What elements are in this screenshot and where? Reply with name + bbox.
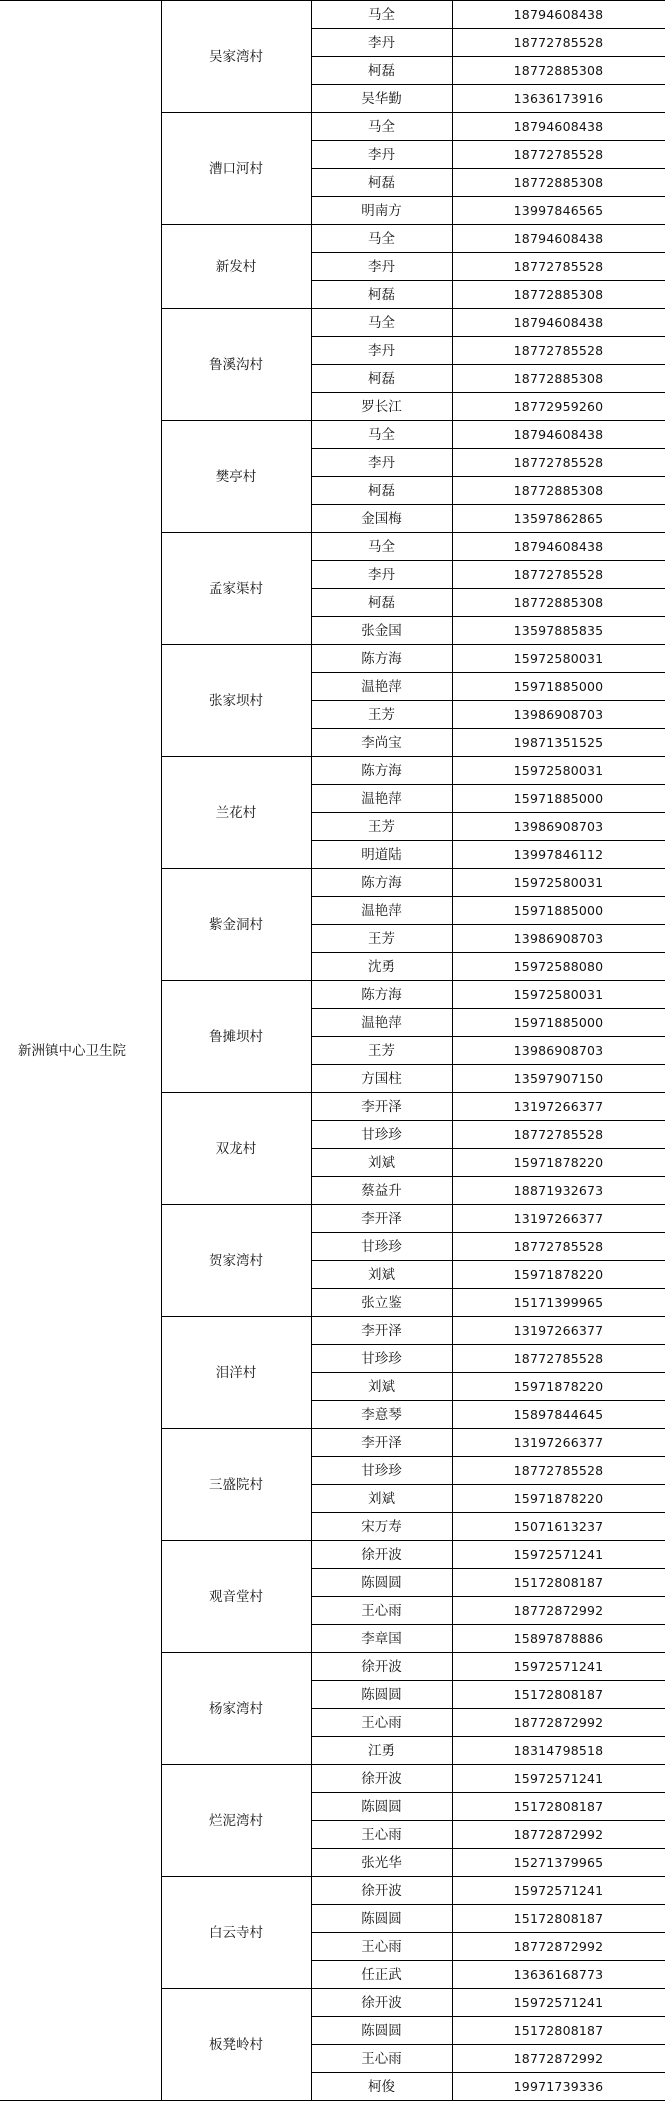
contact-phone-cell: 15972571241 [452,1541,665,1569]
contact-phone-cell: 15071613237 [452,1513,665,1541]
contact-phone-cell: 13986908703 [452,1037,665,1065]
contact-name-cell: 李丹 [311,253,452,281]
contact-name-cell: 马全 [311,533,452,561]
contact-phone-cell: 13636173916 [452,85,665,113]
contact-name-cell: 李丹 [311,337,452,365]
contact-phone-cell: 18772872992 [452,1821,665,1849]
contact-phone-cell: 18772785528 [452,29,665,57]
contact-phone-cell: 15972588080 [452,953,665,981]
contact-name-cell: 徐开波 [311,1541,452,1569]
contact-name-cell: 柯俊 [311,2073,452,2101]
village-name-cell: 烂泥湾村 [161,1765,311,1877]
contact-name-cell: 刘斌 [311,1485,452,1513]
village-name-cell: 兰花村 [161,757,311,869]
village-name-cell: 白云寺村 [161,1877,311,1989]
contact-phone-cell: 18794608438 [452,113,665,141]
contact-phone-cell: 15972571241 [452,1765,665,1793]
contact-name-cell: 柯磊 [311,365,452,393]
contact-name-cell: 李章国 [311,1625,452,1653]
contact-phone-cell: 15172808187 [452,1681,665,1709]
contact-name-cell: 刘斌 [311,1373,452,1401]
contact-name-cell: 甘珍珍 [311,1345,452,1373]
contact-name-cell: 李意琴 [311,1401,452,1429]
contact-name-cell: 刘斌 [311,1149,452,1177]
contact-phone-cell: 13986908703 [452,701,665,729]
contact-name-cell: 李开泽 [311,1317,452,1345]
contact-name-cell: 王心雨 [311,1597,452,1625]
contact-name-cell: 方国柱 [311,1065,452,1093]
contact-phone-cell: 18772959260 [452,393,665,421]
contact-name-cell: 金国梅 [311,505,452,533]
village-name-cell: 张家坝村 [161,645,311,757]
contact-phone-cell: 15897844645 [452,1401,665,1429]
contact-name-cell: 任正武 [311,1961,452,1989]
contact-name-cell: 明南方 [311,197,452,225]
contact-phone-cell: 15271379965 [452,1849,665,1877]
contact-name-cell: 柯磊 [311,169,452,197]
contact-phone-cell: 18772885308 [452,477,665,505]
contact-name-cell: 徐开波 [311,1989,452,2017]
contact-name-cell: 马全 [311,421,452,449]
contact-name-cell: 张立鉴 [311,1289,452,1317]
contact-phone-cell: 13197266377 [452,1429,665,1457]
contact-name-cell: 陈方海 [311,757,452,785]
contact-name-cell: 李尚宝 [311,729,452,757]
contact-name-cell: 张金国 [311,617,452,645]
contact-phone-cell: 18794608438 [452,225,665,253]
contact-phone-cell: 15172808187 [452,2017,665,2045]
contact-phone-cell: 18772785528 [452,141,665,169]
contact-phone-cell: 18772872992 [452,1597,665,1625]
contact-name-cell: 徐开波 [311,1653,452,1681]
contact-phone-cell: 13597862865 [452,505,665,533]
village-name-cell: 鲁溪沟村 [161,309,311,421]
contact-name-cell: 王芳 [311,813,452,841]
contact-name-cell: 李开泽 [311,1429,452,1457]
contact-name-cell: 马全 [311,113,452,141]
contact-phone-cell: 15897878886 [452,1625,665,1653]
contact-name-cell: 柯磊 [311,477,452,505]
village-name-cell: 吴家湾村 [161,1,311,113]
contact-phone-cell: 18772872992 [452,2045,665,2073]
contact-name-cell: 张光华 [311,1849,452,1877]
contact-name-cell: 柯磊 [311,589,452,617]
contact-phone-cell: 13986908703 [452,813,665,841]
contact-phone-cell: 18772785528 [452,1233,665,1261]
contact-phone-cell: 18772885308 [452,365,665,393]
table-row [0,1,665,29]
contact-phone-cell: 18772785528 [452,561,665,589]
contact-phone-cell: 15172808187 [452,1569,665,1597]
contact-phone-cell: 18794608438 [452,421,665,449]
contact-phone-cell: 15971885000 [452,1009,665,1037]
contact-name-cell: 蔡益升 [311,1177,452,1205]
contact-phone-cell: 18772885308 [452,589,665,617]
contact-name-cell: 李丹 [311,29,452,57]
contact-name-cell: 李丹 [311,141,452,169]
contact-phone-cell: 15971878220 [452,1485,665,1513]
contact-name-cell: 徐开波 [311,1877,452,1905]
contact-phone-cell: 15972580031 [452,645,665,673]
contact-phone-cell: 15972571241 [452,1989,665,2017]
contact-phone-cell: 15971885000 [452,673,665,701]
village-name-cell: 双龙村 [161,1093,311,1205]
contact-name-cell: 明道陆 [311,841,452,869]
contact-name-cell: 陈圆圆 [311,1905,452,1933]
contact-phone-cell: 15972580031 [452,981,665,1009]
contact-phone-cell: 18772785528 [452,337,665,365]
contact-name-cell: 沈勇 [311,953,452,981]
contact-phone-cell: 18794608438 [452,533,665,561]
contact-name-cell: 温艳萍 [311,785,452,813]
contact-name-cell: 陈方海 [311,869,452,897]
contact-phone-cell: 18794608438 [452,1,665,29]
village-name-cell: 樊亭村 [161,421,311,533]
contact-name-cell: 王芳 [311,1037,452,1065]
contact-name-cell: 甘珍珍 [311,1233,452,1261]
village-name-cell: 孟家渠村 [161,533,311,645]
contact-name-cell: 陈圆圆 [311,1793,452,1821]
contact-phone-cell: 18772785528 [452,449,665,477]
contact-name-cell: 陈圆圆 [311,2017,452,2045]
contact-name-cell: 甘珍珍 [311,1121,452,1149]
contact-phone-cell: 13636168773 [452,1961,665,1989]
contact-name-cell: 吴华勤 [311,85,452,113]
contact-phone-cell: 15972580031 [452,757,665,785]
contact-phone-cell: 18772872992 [452,1933,665,1961]
contact-phone-cell: 13597907150 [452,1065,665,1093]
contact-name-cell: 温艳萍 [311,897,452,925]
contact-phone-cell: 13997846565 [452,197,665,225]
contact-name-cell: 李开泽 [311,1093,452,1121]
contact-name-cell: 马全 [311,309,452,337]
contact-name-cell: 甘珍珍 [311,1457,452,1485]
contact-name-cell: 李开泽 [311,1205,452,1233]
contact-phone-cell: 13997846112 [452,841,665,869]
contact-phone-cell: 18772785528 [452,1457,665,1485]
contact-phone-cell: 15172808187 [452,1793,665,1821]
village-name-cell: 新发村 [161,225,311,309]
village-name-cell: 泪洋村 [161,1317,311,1429]
contact-name-cell: 王心雨 [311,1821,452,1849]
contact-name-cell: 王心雨 [311,2045,452,2073]
village-name-cell: 紫金洞村 [161,869,311,981]
contact-phone-cell: 15171399965 [452,1289,665,1317]
village-name-cell: 贺家湾村 [161,1205,311,1317]
contact-phone-cell: 18772785528 [452,253,665,281]
contact-phone-cell: 15971878220 [452,1149,665,1177]
contact-name-cell: 马全 [311,1,452,29]
contact-phone-cell: 18772885308 [452,57,665,85]
contact-phone-cell: 19971739336 [452,2073,665,2101]
contact-phone-cell: 13986908703 [452,925,665,953]
contact-phone-cell: 15971885000 [452,785,665,813]
contact-phone-cell: 13197266377 [452,1205,665,1233]
contact-phone-cell: 13197266377 [452,1317,665,1345]
contact-name-cell: 陈圆圆 [311,1569,452,1597]
contact-phone-cell: 19871351525 [452,729,665,757]
contact-table-body [0,1,665,2101]
contact-phone-cell: 18772785528 [452,1345,665,1373]
contact-name-cell: 柯磊 [311,57,452,85]
contact-name-cell: 刘斌 [311,1261,452,1289]
contact-name-cell: 温艳萍 [311,673,452,701]
contact-phone-cell: 18314798518 [452,1737,665,1765]
contact-phone-cell: 15971878220 [452,1373,665,1401]
contact-name-cell: 柯磊 [311,281,452,309]
village-name-cell: 鲁摊坝村 [161,981,311,1093]
contact-phone-cell: 15172808187 [452,1905,665,1933]
contact-name-cell: 王芳 [311,925,452,953]
contact-phone-cell: 15971878220 [452,1261,665,1289]
contact-name-cell: 王心雨 [311,1933,452,1961]
contact-phone-cell: 18794608438 [452,309,665,337]
contact-name-cell: 李丹 [311,449,452,477]
contact-phone-cell: 15971885000 [452,897,665,925]
contact-name-cell: 王心雨 [311,1709,452,1737]
village-name-cell: 三盛院村 [161,1429,311,1541]
contact-phone-cell: 18871932673 [452,1177,665,1205]
contact-phone-cell: 13597885835 [452,617,665,645]
contact-name-cell: 罗长江 [311,393,452,421]
hospital-name-cell: 新洲镇中心卫生院 [0,1,161,2101]
contact-phone-cell: 18772885308 [452,169,665,197]
contact-name-cell: 马全 [311,225,452,253]
contact-name-cell: 温艳萍 [311,1009,452,1037]
contact-name-cell: 徐开波 [311,1765,452,1793]
contact-name-cell: 宋万寿 [311,1513,452,1541]
contact-name-cell: 陈方海 [311,645,452,673]
village-name-cell: 杨家湾村 [161,1653,311,1765]
contact-phone-cell: 15972571241 [452,1653,665,1681]
contact-name-cell: 王芳 [311,701,452,729]
contact-name-cell: 江勇 [311,1737,452,1765]
contact-phone-cell: 13197266377 [452,1093,665,1121]
contact-name-cell: 陈圆圆 [311,1681,452,1709]
contact-phone-cell: 15972580031 [452,869,665,897]
contact-phone-cell: 18772872992 [452,1709,665,1737]
contact-phone-cell: 18772885308 [452,281,665,309]
contact-phone-cell: 15972571241 [452,1877,665,1905]
contact-name-cell: 李丹 [311,561,452,589]
village-name-cell: 漕口河村 [161,113,311,225]
contact-phone-cell: 18772785528 [452,1121,665,1149]
village-name-cell: 板凳岭村 [161,1989,311,2101]
village-name-cell: 观音堂村 [161,1541,311,1653]
contact-name-cell: 陈方海 [311,981,452,1009]
